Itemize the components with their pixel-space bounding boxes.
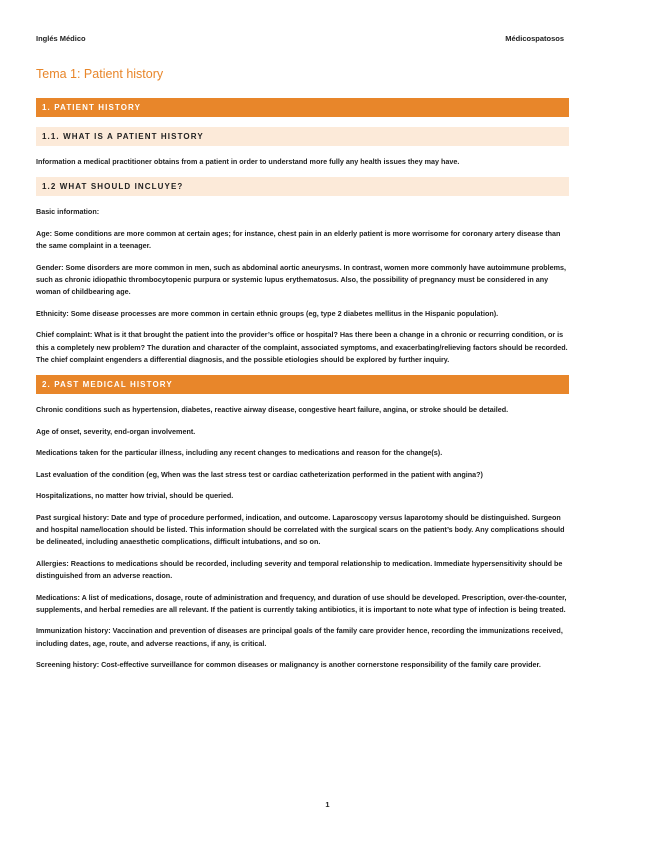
- section-heading-patient-history: 1. PATIENT HISTORY: [36, 98, 569, 117]
- paragraph-past-surgical-history: Past surgical history: Date and type of procedure performed, indication, and outcome. Laparoscopy versus laparotomy should be distinguished. Surgeon and hospital name/location should be listed. This information should be correlated with the surgical scars on the patient’s body. Any complications should be delineated, including anaesthetic complications, difficult intubations, and so on.: [36, 512, 565, 547]
- header-left: Inglés Médico: [36, 34, 86, 43]
- paragraph-medications-taken: Medications taken for the particular illness, including any recent changes to medications and reason for the change(s).: [36, 448, 443, 458]
- paragraph-allergies: Allergies: Reactions to medications should be recorded, including severity and temporal relationship to medication. Immediate hypersensitivity should be distinguished from an adverse reaction.: [36, 558, 563, 581]
- paragraph-age: Age: Some conditions are more common at certain ages; for instance, chest pain in an elderly patient is more worrisome for coronary artery disease than the same complaint in a teenager.: [36, 228, 561, 251]
- paragraph-basic-information: Basic information:: [36, 207, 100, 217]
- paragraph-ethnicity: Ethnicity: Some disease processes are more common in certain ethnic groups (eg, type 2 diabetes mellitus in the Hispanic population).: [36, 308, 499, 318]
- subsection-heading-what-is: 1.1. WHAT IS A PATIENT HISTORY: [36, 127, 569, 146]
- paragraph-chronic-conditions: Chronic conditions such as hypertension, diabetes, reactive airway disease, congestive heart failure, angina, or stroke should be detailed.: [36, 405, 509, 415]
- paragraph-last-evaluation: Last evaluation of the condition (eg, When was the last stress test or cardiac catheterization performed in the patient with angina?): [36, 469, 483, 479]
- paragraph-medications: Medications: A list of medications, dosage, route of administration and frequency, and duration of use should be developed. Prescription, over-the-counter, supplements, and herbal remedies are all relevant. If the patient is currently taking antibiotics, it is important to note what type of infection is being treated.: [36, 592, 567, 614]
- subsection-heading-what-should-include: 1.2 WHAT SHOULD INCLUYE?: [36, 177, 569, 196]
- page-number: 1: [325, 800, 330, 809]
- paragraph-gender: Gender: Some disorders are more common in men, such as abdominal aortic aneurysms. In contrast, women more commonly have autoimmune problems, such as chronic idiopathic thrombocytopenic purpura or systemic lupus erythematosus. Also, the possibility of pregnancy must be considered in any woman of childbearing age.: [36, 262, 567, 297]
- document-title: Tema 1: Patient history: [36, 67, 164, 81]
- paragraph-screening-history: Screening history: Cost-effective surveillance for common diseases or malignancy is another cornerstone responsibility of the family care provider.: [36, 660, 541, 670]
- paragraph-definition: Information a medical practitioner obtains from a patient in order to understand more fully any health issues they may have.: [36, 157, 460, 166]
- paragraph-chief-complaint: Chief complaint: What is it that brought the patient into the provider’s office or hospital? Has there been a change in a chronic or recurring condition, or is this a completely new problem? The duration and character of the complaint, associated symptoms, and exacerbating/relieving factors should be recorded. The chief complaint engenders a differential diagnosis, and the possible etiologies should be explored by further inquiry.: [36, 330, 568, 365]
- paragraph-immunization-history: Immunization history: Vaccination and prevention of diseases are principal goals of the family care provider hence, recording the immunizations received, including dates, age, route, and adverse reactions, if any, is critical.: [36, 626, 563, 648]
- header-right: Médicospatosos: [505, 34, 564, 43]
- running-header: [36, 34, 564, 43]
- paragraph-hospitalizations: Hospitalizations, no matter how trivial, should be queried.: [36, 491, 234, 501]
- paragraph-age-of-onset: Age of onset, severity, end-organ involvement.: [36, 426, 196, 436]
- document-body: [36, 98, 569, 681]
- section-heading-past-medical-history: 2. PAST MEDICAL HISTORY: [36, 375, 569, 394]
